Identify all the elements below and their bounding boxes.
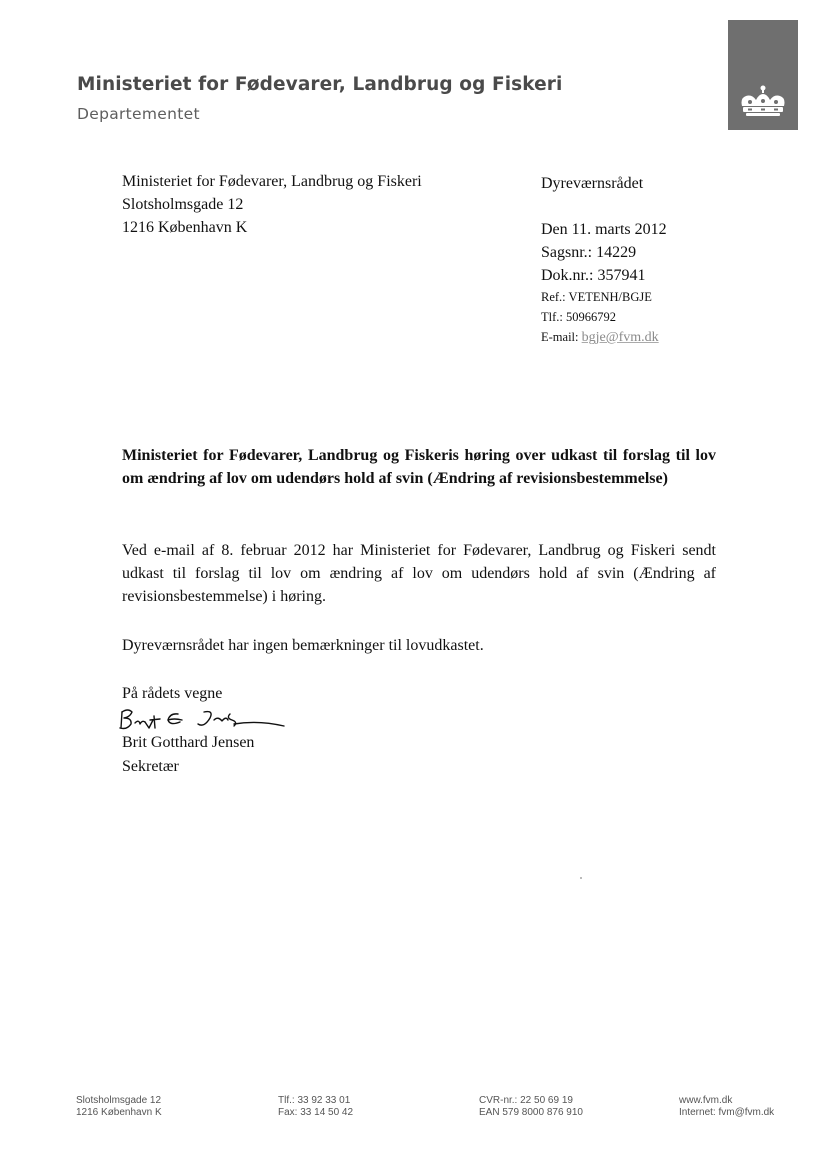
footer-web [679,1095,774,1119]
footer-fax: Fax: 33 14 50 42 [278,1107,354,1118]
footer-city: 1216 København K [76,1107,162,1118]
footer-phone-fax [278,1095,353,1119]
footer-address [76,1095,162,1119]
recipient-city: 1216 København K [122,219,248,236]
signer-name: Brit Gotthard Jensen [122,734,255,751]
crown-icon [728,20,798,130]
email-label: E-mail: [541,330,579,344]
closing-phrase: På rådets vegne [122,685,223,702]
footer-phone: Tlf.: 33 92 33 01 [278,1095,351,1106]
footer-website-link[interactable]: www.fvm.dk [679,1095,733,1106]
body-paragraph-1: Ved e-mail af 8. februar 2012 har Ministeriet for Fødevarer, Landbrug og Fiskeri sendt udkast til forslag til lov om ændring af lov om udendørs hold af svin (Ændring af revisionsbestemmelse) i høring. [122,542,716,605]
recipient-street: Slotsholmsgade 12 [122,196,244,213]
body-paragraph-2: Dyreværnsrådet har ingen bemærkninger til lovudkastet. [122,637,484,654]
email-line [541,327,667,348]
letter-date: Den 11. marts 2012 [541,221,667,238]
footer-ean: EAN 579 8000 876 910 [479,1107,583,1118]
letter-meta [541,172,667,348]
footer-registration [479,1095,583,1119]
letter-subject: Ministeriet for Fødevarer, Landbrug og Fiskeris høring over udkast til forslag til lov om ændring af lov om udendørs hold af svin (Ændring af revisionsbestemmelse) [122,447,716,487]
royal-crown-logo [728,20,798,130]
department-subtitle: Departementet [77,105,200,123]
footer-cvr: CVR-nr.: 22 50 69 19 [479,1095,573,1106]
document-number: Dok.nr.: 357941 [541,267,646,284]
sender-name: Dyreværnsrådet [541,175,644,192]
footer-internet-email[interactable]: Internet: fvm@fvm.dk [679,1107,775,1118]
signer-block [122,731,254,779]
recipient-name: Ministeriet for Fødevarer, Landbrug og Fiskeri [122,173,422,190]
scan-speck [580,877,582,879]
case-number: Sagsnr.: 14229 [541,244,637,261]
phone: Tlf.: 50966792 [541,310,616,324]
footer-street: Slotsholmsgade 12 [76,1095,162,1106]
signer-title: Sekretær [122,758,179,775]
recipient-address [122,170,422,239]
reference: Ref.: VETENH/BGJE [541,290,652,304]
email-link[interactable]: bgje@fvm.dk [581,330,659,345]
ministry-header-title: Ministeriet for Fødevarer, Landbrug og Fiskeri [77,74,563,95]
